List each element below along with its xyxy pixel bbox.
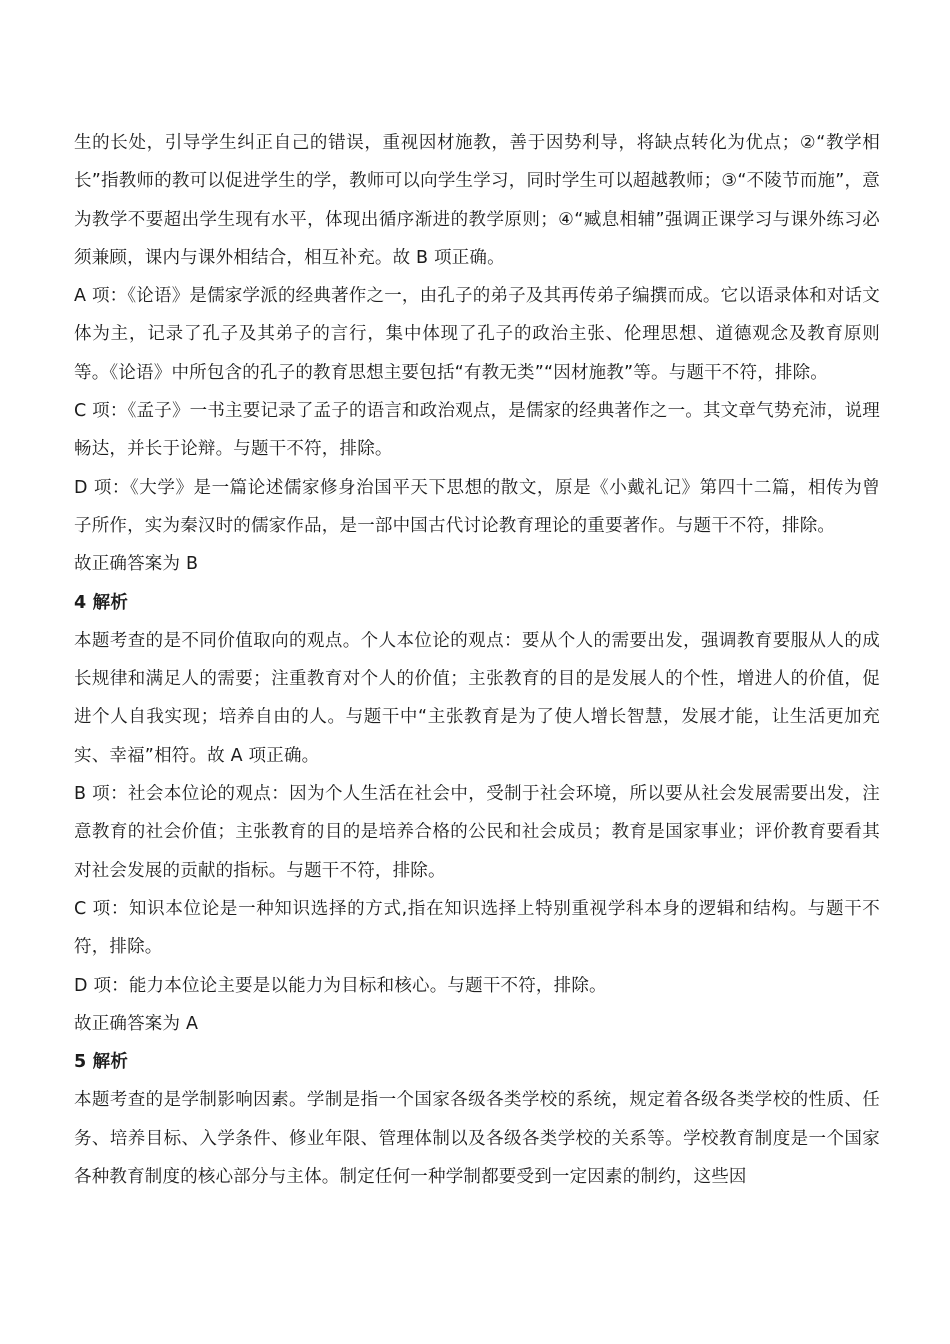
answer-q3: 故正确答案为 B	[74, 554, 199, 575]
paragraph-q3-analysis-continued: 生的长处，引导学生纠正自己的错误，重视因材施教，善于因势利导，将缺点转化为优点；②“教学相长”指教师的教可以促进学生的学，教师可以向学生学习，同时学生可以超越教师；③“不陵节而施”，意为教学不要超出学生现有水平，体现出循序渐进的教学原则；④“臧息相辅”强调正课学习与课外练习必须兼顾，课内与课外相结合，相互补充。故 B 项正确。	[74, 133, 880, 268]
paragraph-option-c-mengzi: C 项：《孟子》一书主要记录了孟子的语言和政治观点，是儒家的经典著作之一。其文章气势充沛，说理畅达，并长于论辩。与题干不符，排除。	[74, 401, 880, 460]
answer-q4: 故正确答案为 A	[74, 1013, 199, 1034]
paragraph-q4-analysis: 本题考查的是不同价值取向的观点。个人本位论的观点：要从个人的需要出发，强调教育要服从人的成长规律和满足人的需要；注重教育对个人的价值；主张教育的目的是发展人的个性，增进人的价值，促进个人自我实现；培养自由的人。与题干中“主张教育是为了使人增长智慧，发展才能，让生活更加充实、幸福”相符。故 A 项正确。	[74, 630, 880, 766]
paragraph-option-d-ability: D 项：能力本位论主要是以能力为目标和核心。与题干不符，排除。	[74, 975, 607, 996]
paragraph-option-a-lunyu: A 项：《论语》是儒家学派的经典著作之一，由孔子的弟子及其再传弟子编撰而成。它以语录体和对话文体为主，记录了孔子及其弟子的言行，集中体现了孔子的政治主张、伦理思想、道德观念及教育原则等。《论语》中所包含的孔子的教育思想主要包括“有教无类”“因材施教”等。与题干不符，排除。	[74, 286, 880, 383]
paragraph-option-b-social: B 项：社会本位论的观点：因为个人生活在社会中，受制于社会环境，所以要从社会发展需要出发，注意教育的社会价值；主张教育的目的是培养合格的公民和社会成员；教育是国家事业；评价教育要看其对社会发展的贡献的指标。与题干不符，排除。	[74, 784, 880, 881]
paragraph-option-d-daxue: D 项：《大学》是一篇论述儒家修身治国平天下思想的散文，原是《小戴礼记》第四十二篇，相传为曾子所作，实为秦汉时的儒家作品，是一部中国古代讨论教育理论的重要著作。与题干不符，排除。	[74, 477, 880, 536]
paragraph-q5-analysis: 本题考查的是学制影响因素。学制是指一个国家各级各类学校的系统，规定着各级各类学校的性质、任务、培养目标、入学条件、修业年限、管理体制以及各级各类学校的关系等。学校教育制度是一个国家各种教育制度的核心部分与主体。制定任何一种学制都要受到一定因素的制约，这些因	[74, 1090, 880, 1188]
heading-q4-analysis: 4 解析	[74, 592, 129, 613]
paragraph-option-c-knowledge: C 项：知识本位论是一种知识选择的方式,指在知识选择上特别重视学科本身的逻辑和结构。与题干不符，排除。	[74, 898, 880, 958]
heading-q5-analysis: 5 解析	[74, 1052, 129, 1073]
document-page	[74, 124, 880, 1196]
